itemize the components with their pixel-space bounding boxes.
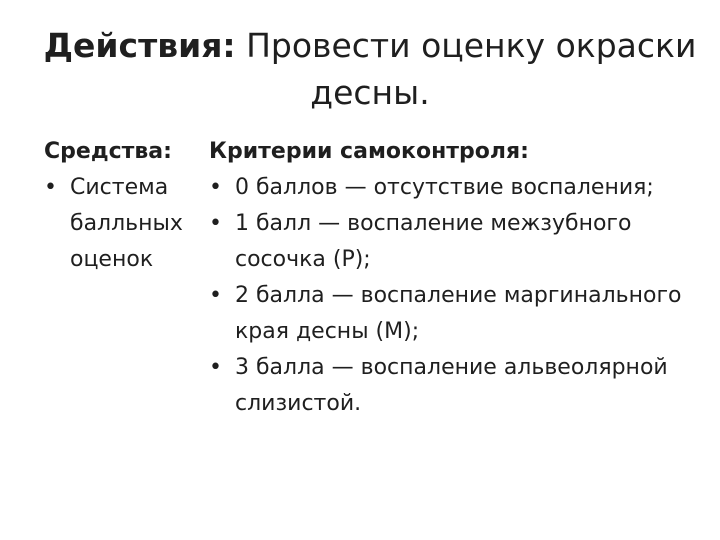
bullet-icon: • xyxy=(209,283,222,308)
means-column xyxy=(44,134,209,278)
bullet-icon: • xyxy=(44,175,57,200)
criteria-column xyxy=(209,134,689,422)
list-item xyxy=(209,278,689,350)
title-label: Действия: xyxy=(43,26,236,65)
list-item xyxy=(209,350,689,422)
criteria-list xyxy=(209,170,689,422)
list-item-text: 3 балла — воспаление альвеолярной слизистой. xyxy=(235,355,668,416)
bullet-icon: • xyxy=(209,175,222,200)
criteria-heading: Критерии самоконтроля: xyxy=(209,139,529,164)
list-item-text: 0 баллов — отсутствие воспаления; xyxy=(235,175,654,200)
list-item xyxy=(209,206,689,278)
list-item-text: 2 балла — воспаление маргинального края десны (М); xyxy=(235,283,682,344)
list-item xyxy=(209,170,689,206)
list-item xyxy=(44,170,209,278)
list-item-text: 1 балл — воспаление межзубного сосочка (Р); xyxy=(235,211,632,272)
title-text: Провести оценку окраски десны. xyxy=(235,26,697,112)
list-item-text: Система балльных оценок xyxy=(70,175,183,272)
bullet-icon: • xyxy=(209,211,222,236)
bullet-icon: • xyxy=(209,355,222,380)
slide-title xyxy=(40,22,700,116)
means-list xyxy=(44,170,209,278)
means-heading: Средства: xyxy=(44,139,172,164)
